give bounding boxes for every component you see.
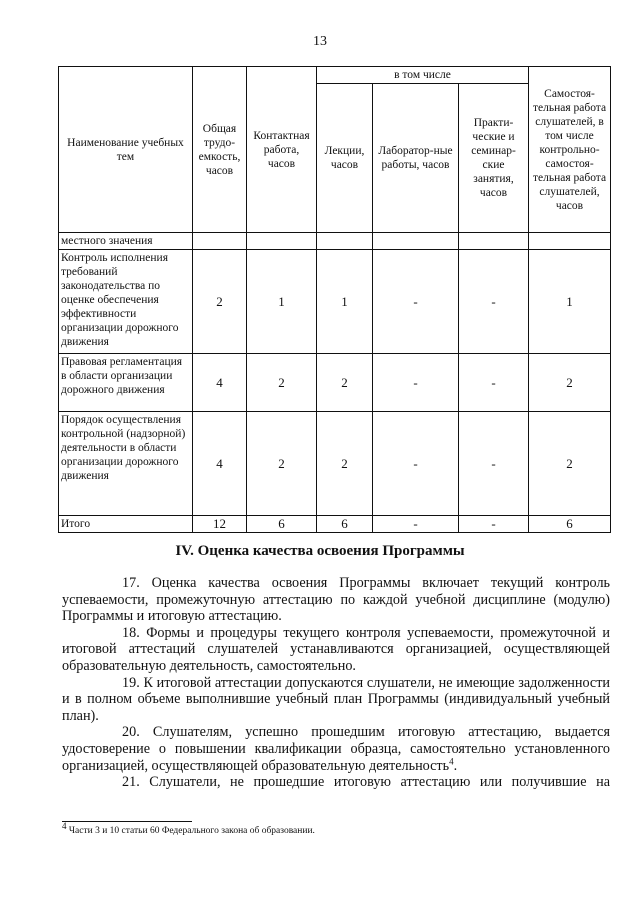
footnote-text: Части 3 и 10 статьи 60 Федерального закона об образовании. (66, 826, 315, 837)
table-row (59, 250, 611, 354)
paragraph-20: 20. Слушателям, успешно прошедшим итоговую аттестацию, выдается удостоверение о повышении квалификации образца, самостоятельно установленного организацией, осуществляющей образовательную деятельность$^4$. (62, 724, 610, 774)
contact-hours: 2 (247, 412, 317, 516)
table-header-row (59, 67, 611, 84)
contact-hours: 2 (247, 354, 317, 412)
total-hours: 4 (193, 412, 247, 516)
curriculum-table (58, 66, 611, 533)
contact-hours: 1 (247, 250, 317, 354)
practice-hours: - (459, 354, 529, 412)
lab-hours: - (373, 250, 459, 354)
header-practice: Практи-ческие и семинар-ские занятия, часов (459, 84, 529, 233)
practice-hours: - (459, 412, 529, 516)
table-row (59, 233, 611, 250)
lab-hours: - (373, 412, 459, 516)
lecture-hours: 2 (317, 354, 373, 412)
lecture-hours: 6 (317, 516, 373, 533)
footnote-reference: 4 (449, 755, 454, 766)
topic-name: Правовая регламентация в области организации дорожного движения (59, 354, 193, 412)
header-lectures: Лекции, часов (317, 84, 373, 233)
self-study-hours: 2 (529, 354, 611, 412)
lab-hours: - (373, 354, 459, 412)
self-study-hours: 1 (529, 250, 611, 354)
lecture-hours: 1 (317, 250, 373, 354)
paragraph-17: 17. Оценка качества освоения Программы включает текущий контроль успеваемости, промежуточную аттестацию по каждой учебной дисциплине (модулю) Программы и итоговую аттестацию. (62, 575, 610, 625)
lecture-hours: 2 (317, 412, 373, 516)
practice-hours: - (459, 250, 529, 354)
body-text (62, 575, 610, 791)
total-hours: 4 (193, 354, 247, 412)
total-hours: 2 (193, 250, 247, 354)
table-row (59, 354, 611, 412)
paragraph-21: 21. Слушатели, не прошедшие итоговую аттестацию или получившие на (122, 774, 610, 791)
section-title: IV. Оценка качества освоения Программы (175, 543, 465, 559)
self-study-hours: 2 (529, 412, 611, 516)
total-label: Итого (59, 516, 193, 533)
contact-hours: 6 (247, 516, 317, 533)
footnote-divider (62, 821, 192, 822)
header-contact-hours: Контактная работа, часов (247, 67, 317, 233)
paragraph-20-text: 20. Слушателям, успешно прошедшим итоговую аттестацию, выдается удостоверение о повышении квалификации образца, самостоятельно установленного организацией, осуществляющей образовательную деятельность (62, 724, 610, 774)
header-self-study: Самостоя-тельная работа слушателей, в том числе контрольно-самостоя-тельная работа слушателей, часов (529, 67, 611, 233)
lab-hours: - (373, 516, 459, 533)
paragraph-18: 18. Формы и процедуры текущего контроля успеваемости, промежуточной и итоговой аттестаций слушателей устанавливаются организацией, осуществляющей образовательную деятельность, самостоятельно. (62, 624, 610, 674)
footnote (62, 821, 315, 837)
header-total-hours: Общая трудо-емкость, часов (193, 67, 247, 233)
header-including: в том числе (317, 67, 529, 84)
topic-continuation: местного значения (59, 233, 193, 250)
total-hours: 12 (193, 516, 247, 533)
self-study-hours: 6 (529, 516, 611, 533)
header-topic-name: Наименование учебных тем (59, 67, 193, 233)
topic-name: Контроль исполнения требований законодательства по оценке обеспечения эффективности организации дорожного движения (59, 250, 193, 354)
table-total-row (59, 516, 611, 533)
header-labs: Лаборатор-ные работы, часов (373, 84, 459, 233)
topic-name: Порядок осуществления контрольной (надзорной) деятельности в области организации дорожного движения (59, 412, 193, 516)
practice-hours: - (459, 516, 529, 533)
page-number: 13 (313, 34, 327, 49)
paragraph-19: 19. К итоговой аттестации допускаются слушатели, не имеющие задолженности и в полном объеме выполнившие учебный план Программы (индивидуальный учебный план). (62, 674, 610, 724)
footnote-marker: 4 (62, 821, 67, 831)
table-row (59, 412, 611, 516)
